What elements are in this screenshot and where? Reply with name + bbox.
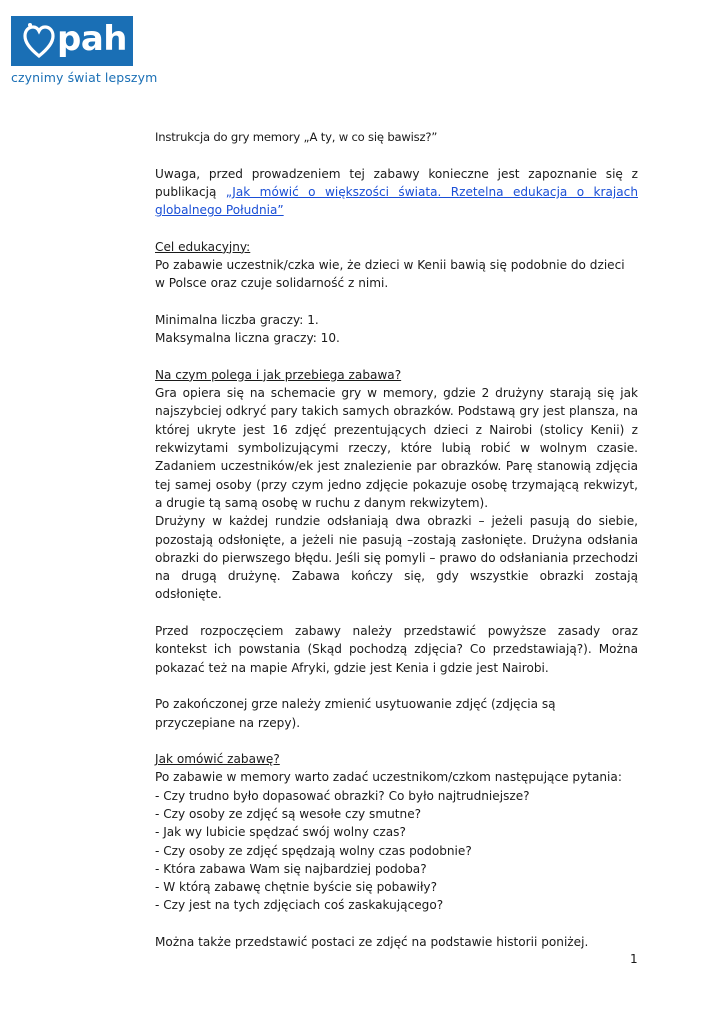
- rules-paragraph-2: Drużyny w każdej rundzie odsłaniają dwa obrazki – jeżeli pasują do siebie, pozostają odsłonięte, a jeżeli nie pasują –zostają zasłonięte. Drużyna odsłania obrazki do pierwszego błędu. Jeśli się pomyli – prawo do odsłaniania przechodzi na drugą drużynę. Zabawa kończy się, gdy wszystkie obrazki zostają odsłonięte.: [155, 514, 638, 602]
- question-item: - Jak wy lubicie spędzać swój wolny czas?: [155, 825, 406, 840]
- max-players: Maksymalna liczna graczy: 10.: [155, 331, 340, 346]
- page-number: 1: [630, 952, 638, 966]
- logo-tagline: czynimy świat lepszym: [11, 70, 158, 85]
- warning-paragraph: [155, 165, 638, 220]
- rules-paragraph-1: Gra opiera się na schemacie gry w memory, gdzie 2 drużyny starają się jak najszybciej odkryć pary takich samych obrazków. Podstawą gry jest plansza, na której ukryte jest 16 zdjęć prezentujących dzieci z Nairobi (stolicy Kenii) z rekwizytami symbolizującymi rzeczy, które lubią robić w wolnym czasie. Zadaniem uczestników/ek jest znalezienie par obrazków. Parę stanowią zdjęcia tej samej osoby (przy czym jedno zdjęcie pokazuje osobę trzymającą rekwizyt, a drugie tą samą osobę w ruchu z danym rekwizytem).: [155, 386, 638, 510]
- discuss-intro: Po zabawie w memory warto zadać uczestnikom/czkom następujące pytania:: [155, 770, 622, 785]
- goal-heading: Cel edukacyjny:: [155, 239, 251, 254]
- rules-heading: Na czym polega i jak przebiega zabawa?: [155, 367, 402, 382]
- document-body: [155, 128, 638, 951]
- question-item: - Czy jest na tych zdjęciach coś zaskakującego?: [155, 898, 444, 913]
- question-item: - W którą zabawę chętnie byście się pobawiły?: [155, 880, 438, 895]
- discuss-heading: Jak omówić zabawę?: [155, 752, 280, 767]
- question-item: - Która zabawa Wam się najbardziej podoba?: [155, 861, 427, 876]
- question-item: - Czy osoby ze zdjęć są wesołe czy smutne?: [155, 806, 422, 821]
- min-players: Minimalna liczba graczy: 1.: [155, 312, 319, 327]
- closing-text: Można także przedstawić postaci ze zdjęć na podstawie historii poniżej.: [155, 935, 589, 950]
- publication-link[interactable]: „Jak mówić o większości świata. Rzetelna edukacja o krajach globalnego Południa”: [155, 184, 638, 218]
- question-item: - Czy osoby ze zdjęć spędzają wolny czas podobnie?: [155, 843, 472, 858]
- document-title: Instrukcja do gry memory „A ty, w co się bawisz?”: [155, 130, 438, 144]
- pah-logo: [11, 16, 133, 66]
- question-item: - Czy trudno było dopasować obrazki? Co było najtrudniejsze?: [155, 788, 530, 803]
- pah-heart-icon: [21, 22, 57, 60]
- logo-wordmark: pah: [57, 19, 127, 59]
- rules-paragraph-4: Po zakończonej grze należy zmienić usytuowanie zdjęć (zdjęcia są przyczepiane na rzepy).: [155, 697, 556, 730]
- goal-text: Po zabawie uczestnik/czka wie, że dzieci w Kenii bawią się podobnie do dzieci w Polsce oraz czuje solidarność z nimi.: [155, 258, 625, 291]
- warning-text: Uwaga, przed prowadzeniem tej zabawy konieczne jest zapoznanie się z publikacją: [155, 166, 638, 199]
- rules-paragraph-3: Przed rozpoczęciem zabawy należy przedstawić powyższe zasady oraz kontekst ich powstania (Skąd pochodzą zdjęcia? Co przedstawiają?). Można pokazać też na mapie Afryki, gdzie jest Kenia i gdzie jest Nairobi.: [155, 624, 638, 675]
